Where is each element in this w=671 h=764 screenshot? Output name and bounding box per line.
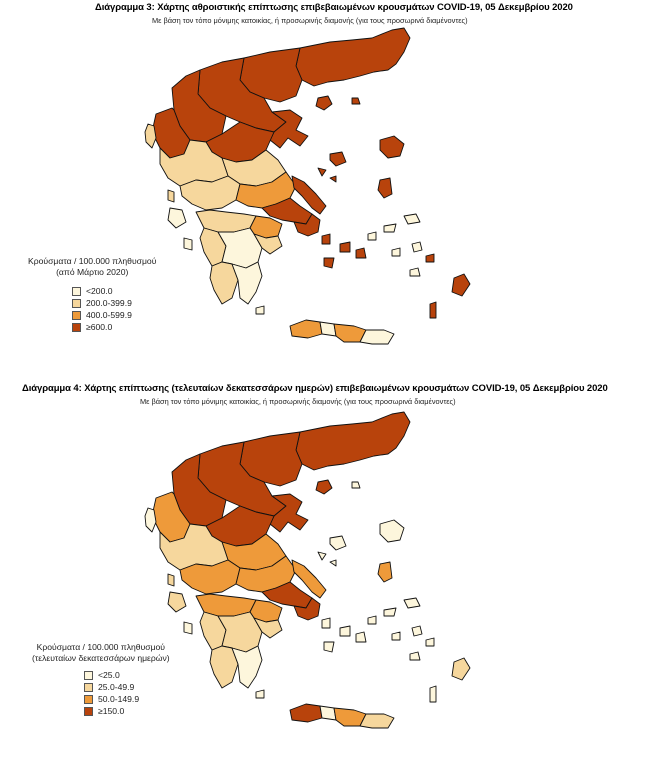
map-subtitle: Με βάση τον τόπο μόνιμης κατοικίας, ή προσωρινής διαμονής (για τους προσωρινά διαμένοντες) xyxy=(152,16,468,25)
map-regions xyxy=(145,412,470,728)
region-cyclades-d xyxy=(324,642,334,652)
region-ikaria xyxy=(384,224,396,232)
region-chios xyxy=(378,562,392,582)
region-crete-lasithi xyxy=(360,714,394,728)
legend-item xyxy=(72,297,156,309)
legend-label: 400.0-599.9 xyxy=(86,310,132,320)
region-thrace xyxy=(296,412,410,470)
legend-label: 50.0-149.9 xyxy=(98,694,140,704)
region-kythira xyxy=(256,306,264,314)
map-subtitle: Με βάση τον τόπο μόνιμης κατοικίας, ή προσωρινής διαμονής (για τους προσωρινά διαμένοντες) xyxy=(140,397,456,406)
region-dodecanese-c xyxy=(410,652,420,660)
region-dodecanese-b xyxy=(426,254,434,262)
legend-label: 200.0-399.9 xyxy=(86,298,132,308)
region-karpathos xyxy=(430,686,436,702)
region-cyclades-a xyxy=(322,618,330,628)
region-cyclades-c xyxy=(356,248,366,258)
region-thrace xyxy=(296,28,410,86)
region-thasos xyxy=(316,480,332,494)
region-cyclades-f xyxy=(392,632,400,640)
region-dodecanese-a xyxy=(412,626,422,636)
legend-swatch xyxy=(72,311,81,320)
region-chios xyxy=(378,178,392,198)
map-title: Διάγραμμα 3: Χάρτης αθροιστικής επίπτωσης επιβεβαιωμένων κρουσμάτων COVID-19, 05 Δεκεμβρίου 2020 xyxy=(95,2,573,13)
legend-title: Κρούσματα / 100.000 πληθυσμού xyxy=(36,642,166,652)
region-cyclades-c xyxy=(356,632,366,642)
region-kythira xyxy=(256,690,264,698)
region-lemnos xyxy=(330,152,346,166)
region-zakynthos xyxy=(184,238,192,250)
legend-swatch xyxy=(84,707,93,716)
legend-items xyxy=(32,669,170,717)
legend-swatch xyxy=(72,323,81,332)
region-samos xyxy=(404,214,420,224)
legend-swatch xyxy=(84,683,93,692)
legend-swatch xyxy=(72,287,81,296)
region-cyclades-d xyxy=(324,258,334,268)
region-dodecanese-b xyxy=(426,638,434,646)
region-thasos xyxy=(316,96,332,110)
region-cyclades-f xyxy=(392,248,400,256)
legend-swatch xyxy=(72,299,81,308)
cumulative-incidence-map-panel xyxy=(0,0,671,380)
map-legend xyxy=(32,642,170,717)
legend-item xyxy=(72,285,156,297)
legend-label: 25.0-49.9 xyxy=(98,682,135,692)
legend-label: ≥150.0 xyxy=(98,706,125,716)
region-cyclades-a xyxy=(322,234,330,244)
region-lesvos xyxy=(380,136,404,158)
legend-item xyxy=(72,309,156,321)
map-legend xyxy=(28,256,156,333)
region-samothrace xyxy=(352,482,360,488)
region-karpathos xyxy=(430,302,436,318)
region-lefkada xyxy=(168,190,174,202)
legend-subtitle: (τελευταίων δεκατεσσάρων ημερών) xyxy=(32,653,170,663)
region-ikaria xyxy=(384,608,396,616)
region-rhodes xyxy=(452,274,470,296)
legend-item xyxy=(84,693,170,705)
region-kefalonia xyxy=(168,592,186,612)
region-crete-chania xyxy=(290,704,322,722)
region-corfu xyxy=(145,508,156,532)
region-rhodes xyxy=(452,658,470,680)
legend-swatch xyxy=(84,671,93,680)
region-corfu xyxy=(145,124,156,148)
legend-title: Κρούσματα / 100.000 πληθυσμού xyxy=(28,256,157,266)
legend-label: <200.0 xyxy=(86,286,113,296)
region-dodecanese-a xyxy=(412,242,422,252)
map-regions xyxy=(145,28,470,344)
legend-item xyxy=(84,669,170,681)
region-crete-chania xyxy=(290,320,322,338)
region-sporades xyxy=(318,168,336,182)
map-title: Διάγραμμα 4: Χάρτης επίπτωσης (τελευταίων δεκατεσσάρων ημερών) επιβεβαιωμένων κρουσμάτων COVID-19, 05 Δεκεμβρίου 2020 xyxy=(22,383,608,394)
region-lesvos xyxy=(380,520,404,542)
legend-label: ≥600.0 xyxy=(86,322,113,332)
region-cyclades-e xyxy=(368,616,376,624)
region-cyclades-e xyxy=(368,232,376,240)
region-sporades xyxy=(318,552,336,566)
legend-item xyxy=(84,705,170,717)
region-lefkada xyxy=(168,574,174,586)
legend-items xyxy=(28,285,156,333)
legend-item xyxy=(84,681,170,693)
region-crete-lasithi xyxy=(360,330,394,344)
14-day-incidence-map-panel xyxy=(0,380,671,764)
region-samothrace xyxy=(352,98,360,104)
legend-swatch xyxy=(84,695,93,704)
region-lemnos xyxy=(330,536,346,550)
legend-item xyxy=(72,321,156,333)
legend-label: <25.0 xyxy=(98,670,120,680)
region-zakynthos xyxy=(184,622,192,634)
region-cyclades-b xyxy=(340,242,350,252)
region-cyclades-b xyxy=(340,626,350,636)
legend-subtitle: (από Μάρτιο 2020) xyxy=(56,267,129,277)
region-kefalonia xyxy=(168,208,186,228)
region-samos xyxy=(404,598,420,608)
region-dodecanese-c xyxy=(410,268,420,276)
